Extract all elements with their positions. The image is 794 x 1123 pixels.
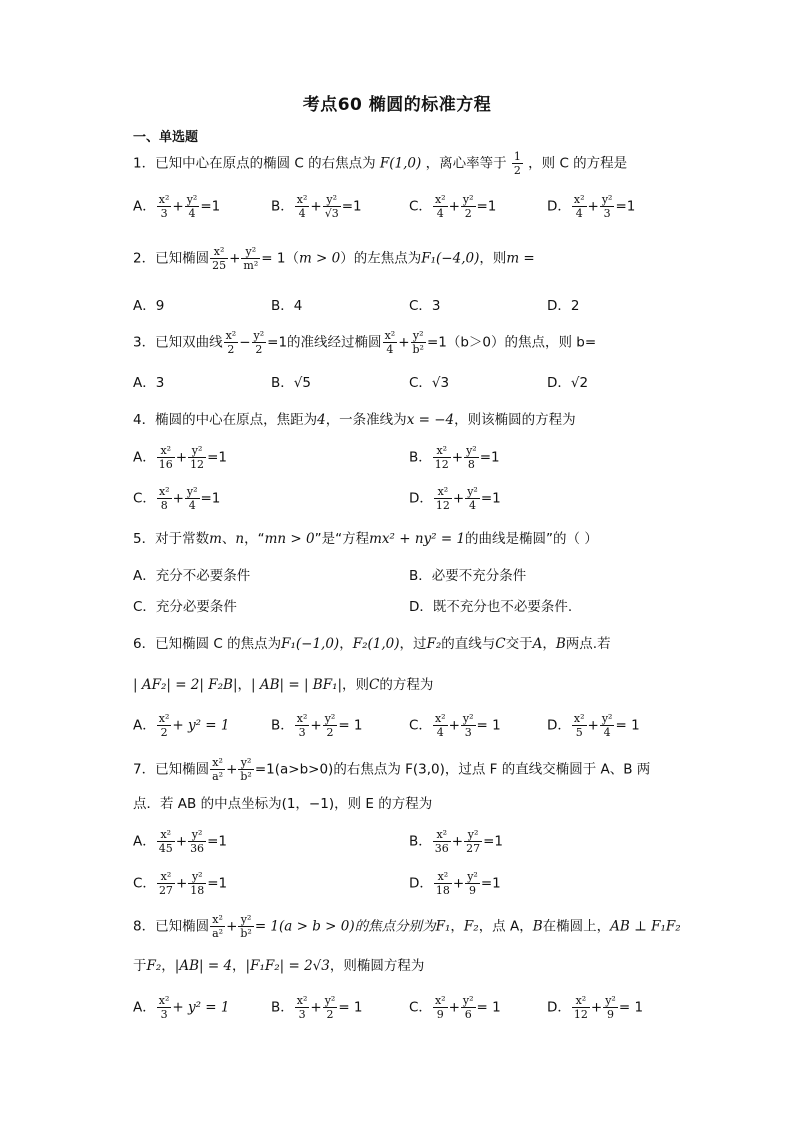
q5-condition: mn > 0 [264,531,315,547]
numerator: x² [434,870,452,884]
option-label: C． [409,198,432,215]
q6-var-b: B [555,636,566,652]
q4-option-c[interactable]: C． $\frac{\text{x²}}{8}$ + $\frac{\text{y²}}{4}$ =1 [133,485,221,512]
q3-option-c[interactable]: C．√3 [409,375,450,391]
q3-option-a[interactable]: A．3 [133,375,165,391]
numerator: x² [434,193,446,206]
q1-option-a[interactable]: A． $\frac{\text{x²}}{3}$ + $\frac{\text{y²}}{4}$ =1 [133,193,221,220]
fraction [434,870,452,897]
question-2: 2．已知椭圆 $\frac{\text{x²}}{25}$ + $\frac{\text{y²}}{\text{m²}}$ = 1（m > 0）的左焦点为F₁(−4,0)，则m = [133,245,535,272]
q5-var-m: m [209,531,222,547]
numerator: y² [601,193,613,206]
numerator: x² [433,444,451,458]
q1-text: ，则 C 的方程是 [528,155,628,172]
q6-text: 两点.若 [565,636,611,652]
rhs: =1 [341,198,362,215]
fraction [188,444,206,471]
q8-text: 8．已知椭圆 [133,918,210,935]
q2-option-b[interactable]: B．4 [271,298,303,314]
denominator: 3 [298,726,306,739]
numerator: y² [238,756,253,770]
q8-text: ， [161,958,175,974]
numerator: x² [158,712,170,725]
fraction [600,712,615,739]
rhs: =1 [200,490,221,507]
numerator: x² [296,712,308,725]
option-label: D． [547,198,571,215]
denominator: b² [240,927,252,940]
q6-var-a: A [532,636,543,652]
q8-text: 于 [133,958,147,974]
fraction [185,193,200,220]
denominator: 4 [603,726,611,739]
denominator: b² [412,343,424,356]
numerator: y² [462,193,474,206]
rhs: =1 [479,449,500,466]
denominator: 4 [188,207,196,220]
q8-ab: |AB| = 4 [174,958,233,974]
q3-text: 3．已知双曲线 [133,334,223,351]
denominator: 2 [513,164,521,177]
option-label: B． [271,198,294,215]
q6-option-a[interactable] [133,712,230,739]
fraction [185,485,200,512]
numerator: x² [158,193,170,206]
q8-option-a[interactable] [133,994,230,1021]
fraction [572,712,587,739]
q4-option-d[interactable]: D． $\frac{\text{x²}}{12}$ + $\frac{\text{y²}}{4}$ =1 [409,485,501,512]
denominator: 9 [607,1008,615,1021]
denominator: 4 [575,207,583,220]
q2-option-c[interactable]: C．3 [409,298,441,314]
fraction [295,193,310,220]
numerator: x² [296,994,308,1007]
q8-option-b[interactable]: B． $\frac{\text{x²}}{3}$ + $\frac{\text{y²}}{2}$ = 1 [271,994,363,1021]
fraction [241,245,260,272]
denominator: 27 [158,884,173,897]
numerator: 1 [513,150,521,163]
denominator: 3 [464,726,472,739]
numerator: x² [433,828,451,842]
numerator: x² [158,485,170,498]
q6-option-c[interactable]: C． $\frac{\text{x²}}{4}$ + $\frac{\text{y²}}{3}$ = 1 [409,712,501,739]
fraction [461,712,476,739]
denominator: m² [243,259,259,272]
q8-perp: AB ⊥ F₁F₂ [610,918,681,935]
fraction [188,870,206,897]
rhs: = 1 [338,999,363,1016]
q8-text: ， [450,918,464,935]
numerator: y² [323,193,341,207]
numerator: y² [186,485,198,498]
q5-text: 、 [221,531,236,547]
denominator: 4 [469,499,477,512]
q8-f2: F₂ [146,958,162,974]
denominator: 9 [436,1008,444,1021]
fraction [323,193,341,220]
numerator: x² [157,444,175,458]
q8-text: 在椭圆上， [542,918,611,935]
q5-text: ”是“方程 [314,531,370,547]
denominator: 4 [188,499,196,512]
fraction [465,870,480,897]
q6-var-c: C [369,677,380,693]
q8-option-d[interactable]: D． $\frac{\text{x²}}{12}$ + $\frac{\text{y²}}{9}$ = 1 [547,994,644,1021]
numerator: x² [434,994,446,1007]
fraction [210,913,225,940]
q2-option-a[interactable]: A．9 [133,298,165,314]
denominator: a² [212,770,224,783]
fraction [434,485,452,512]
option-label: D． [409,490,433,507]
rhs: =1 [483,833,503,850]
denominator: 4 [386,343,394,356]
q4-option-a[interactable]: A． $\frac{\text{x²}}{16}$ + $\frac{\text{y²}}{12}$ =1 [133,444,227,471]
denominator: 2 [227,343,235,356]
numerator: y² [462,994,474,1007]
q7-option-d[interactable]: D． $\frac{\text{x²}}{18}$ + $\frac{\text{y²}}{9}$ =1 [409,870,501,897]
q6-f1: F₁(−1,0) [281,636,340,652]
fraction [433,444,451,471]
option-label: A． [133,833,156,850]
rhs: = 1 [338,717,363,734]
q2-text: = 1（ [261,250,299,267]
fraction [433,712,448,739]
numerator: y² [188,828,206,842]
q2-option-d[interactable]: D．2 [547,298,580,314]
denominator: 6 [464,1008,472,1021]
fraction [433,994,448,1021]
option-label: A． [133,198,156,215]
denominator: 18 [435,884,450,897]
q5-option-a[interactable]: A．充分不必要条件 [133,568,251,584]
option-label: D． [547,999,571,1016]
fraction [210,756,225,783]
denominator: 5 [575,726,583,739]
q6-text: ， [339,636,353,652]
q8-f2: F₂ [463,918,479,935]
option-label: D． [547,717,571,734]
q3-option-d[interactable]: D．√2 [547,375,589,391]
fraction [238,756,253,783]
rhs: = 1 [476,717,501,734]
q2-focus: F₁(−4,0) [421,250,480,267]
denominator: 2 [326,726,334,739]
rhs: =1 [480,490,501,507]
q5-option-b[interactable]: B．必要不充分条件 [409,568,527,584]
q6-text: ， [542,636,556,652]
fraction [295,994,310,1021]
question-8-line-2 [133,954,424,978]
option-label: C． [133,490,156,507]
q7-text: 7．已知椭圆 [133,761,210,778]
denominator: 2 [160,726,168,739]
fraction [461,193,476,220]
numerator: y² [601,712,613,725]
q8-text: = 1(a > b > 0)的焦点分别为 [254,918,436,935]
denominator: 4 [436,207,444,220]
fraction [157,444,175,471]
q6-condition: | AB| = | BF₁| [251,677,343,693]
numerator: y² [324,712,336,725]
numerator: y² [188,870,206,884]
denominator: 8 [467,458,475,471]
denominator: 16 [158,458,173,471]
question-6-line-2 [133,673,433,697]
q8-var-b: B [532,918,543,935]
numerator: y² [324,994,336,1007]
fraction [411,329,426,356]
option-label: A． [133,449,156,466]
fraction [157,994,172,1021]
q6-text: 的直线与 [441,636,496,652]
q1-text: ，离心率等于 [425,155,507,172]
numerator: y² [467,870,478,883]
q2-text: ，则 [479,250,507,267]
fraction [383,329,398,356]
q5-text: 5．对于常数 [133,531,210,547]
denominator: 3 [603,207,611,220]
option-label: C． [409,717,432,734]
q4-text: 4．椭圆的中心在原点，焦距为 [133,412,318,428]
numerator: x² [157,870,175,884]
denominator: 8 [160,499,168,512]
numerator: x² [296,193,308,206]
fraction [157,712,172,739]
q6-f2: F₂(1,0) [352,636,400,652]
denominator: 25 [212,259,227,272]
numerator: x² [573,712,585,725]
rhs: =1 [615,198,636,215]
option-label: C． [133,875,156,892]
q2-text: ）的左焦点为 [340,250,422,267]
denominator: 12 [435,499,450,512]
denominator: 12 [190,458,205,471]
denominator: 36 [434,842,449,855]
q6-text: ，则 [342,677,370,693]
q4-focal: 4 [317,412,326,428]
denominator: b² [240,770,252,783]
fraction [295,712,310,739]
q6-text: 交于 [505,636,533,652]
fraction [572,994,590,1021]
question-4 [133,408,576,432]
option-label: B． [271,999,294,1016]
numerator: x² [210,756,225,770]
question-8-line-1: 8．已知椭圆 $\frac{\text{x²}}{\text{a²}}$ + $\frac{\text{y²}}{\text{b²}}$ = 1(a > b > 0)的焦点分别为F₁，F₂，点 A，B在椭圆上，AB ⊥ F₁F₂ [133,913,681,940]
numerator: y² [238,913,253,927]
q5-text: ，“ [244,531,265,547]
rhs: = 1 [476,999,501,1016]
numerator: y² [462,712,474,725]
q3-option-b[interactable]: B．√5 [271,375,311,391]
option-label: C． [409,999,432,1016]
fraction [323,712,338,739]
option-label: A． [133,717,156,734]
denominator: a² [212,927,224,940]
rhs: =1 [200,198,221,215]
q4-directrix: x = −4 [406,412,455,428]
numerator: x² [158,994,170,1007]
q6-var-c: C [495,636,506,652]
fraction [433,828,451,855]
fraction [323,994,338,1021]
q5-text: 的曲线是椭圆”的（ ） [465,531,598,547]
q3-text: =1（b＞0）的焦点，则 b= [426,334,597,351]
denominator: 36 [190,842,205,855]
fraction [157,828,175,855]
option-label: B． [409,833,432,850]
fraction [465,485,480,512]
q1-focus: F(1,0) [379,155,422,172]
q5-equation: mx² + ny² = 1 [369,531,466,547]
rhs: =1 [207,449,227,466]
q2-tail: m = [506,250,535,267]
q1-option-b[interactable]: B． $\frac{\text{x²}}{4}$ + $\frac{\text{y²}}{√3}$ =1 [271,193,362,220]
q8-option-c[interactable]: C． $\frac{\text{x²}}{9}$ + $\frac{\text{y²}}{6}$ = 1 [409,994,501,1021]
question-3: 3．已知双曲线 $\frac{\text{x²}}{2}$ − $\frac{\text{y²}}{2}$ =1的准线经过椭圆 $\frac{\text{x²}}{4}$ + $\frac{\text{y²}}{\text{b²}}$ =1（b＞0）的焦点，则 b= [133,329,597,356]
q4-option-b[interactable]: B． $\frac{\text{x²}}{12}$ + $\frac{\text{y²}}{8}$ =1 [409,444,500,471]
q8-text: ， [232,958,246,974]
q2-condition: m > 0 [298,250,341,267]
numerator: x² [210,913,225,927]
rhs: + y² = 1 [172,999,230,1016]
fraction [157,870,175,897]
fraction [210,245,228,272]
denominator: 2 [464,207,472,220]
fraction [188,828,206,855]
numerator: y² [467,485,478,498]
rhs: =1 [207,833,227,850]
fraction [157,193,172,220]
denominator: 3 [160,1008,168,1021]
q7-option-c[interactable]: C． $\frac{\text{x²}}{27}$ + $\frac{\text{y²}}{18}$ =1 [133,870,228,897]
q6-option-b[interactable]: B． $\frac{\text{x²}}{3}$ + $\frac{\text{y²}}{2}$ = 1 [271,712,363,739]
numerator: y² [466,444,477,457]
q6-f2: F₂ [426,636,442,652]
page-title: 考点60 椭圆的标准方程 [302,95,492,115]
numerator: x² [573,193,585,206]
rhs: =1 [480,875,501,892]
q4-text: ，一条准线为 [325,412,407,428]
denominator: 27 [466,842,481,855]
denominator: 12 [573,1008,588,1021]
numerator: x² [157,828,175,842]
q4-text: ，则该椭圆的方程为 [454,412,576,428]
numerator: x² [434,712,446,725]
q1-eccentricity [512,150,523,177]
numerator: x² [210,245,228,259]
question-7-line-1: 7．已知椭圆 $\frac{\text{x²}}{\text{a²}}$ + $\frac{\text{y²}}{\text{b²}}$ =1(a>b>0)的右焦点为 F(3,0)，过点 F 的直线交椭圆于 A、B 两 [133,756,651,783]
fraction [600,193,615,220]
denominator: 4 [436,726,444,739]
fraction [157,485,172,512]
q5-option-c[interactable]: C．充分必要条件 [133,599,237,615]
section-heading: 一、单选题 [133,130,199,145]
denominator: 9 [469,884,477,897]
q3-text: =1的准线经过椭圆 [267,334,382,351]
q8-text: ，则椭圆方程为 [329,958,425,974]
q6-text: 的方程为 [379,677,434,693]
numerator: x² [434,485,452,499]
q6-text: ， [237,677,251,693]
question-7-line-2: 点．若 AB 的中点坐标为(1，−1)，则 E 的方程为 [133,796,433,812]
q2-text: 2．已知椭圆 [133,250,210,267]
fraction [572,193,587,220]
q6-option-d[interactable]: D． $\frac{\text{x²}}{5}$ + $\frac{\text{y²}}{4}$ = 1 [547,712,640,739]
fraction [464,828,482,855]
rhs: = 1 [615,717,640,734]
numerator: y² [605,994,616,1007]
option-label: D． [409,875,433,892]
question-1 [133,150,627,177]
fraction [224,329,239,356]
question-6-line-1 [133,632,611,656]
q7-text: =1(a>b>0)的右焦点为 F(3,0)，过点 F 的直线交椭圆于 A、B 两 [254,761,651,778]
q5-option-d[interactable]: D．既不充分也不必要条件. [409,599,573,615]
q6-condition: | AF₂| = 2| F₂B| [133,677,238,693]
rhs: =1 [207,875,228,892]
numerator: y² [186,193,198,206]
q1-option-d[interactable]: D． $\frac{\text{x²}}{4}$ + $\frac{\text{y²}}{3}$ =1 [547,193,636,220]
numerator: x² [225,329,237,342]
rhs: =1 [476,198,497,215]
rhs: + y² = 1 [172,717,230,734]
q6-text: ，过 [399,636,427,652]
numerator: y² [188,444,206,458]
numerator: y² [241,245,260,259]
denominator: 3 [160,207,168,220]
q1-option-c[interactable]: C． $\frac{\text{x²}}{4}$ + $\frac{\text{y²}}{2}$ =1 [409,193,497,220]
rhs: = 1 [618,999,644,1016]
numerator: y² [411,329,426,343]
fraction [464,444,479,471]
question-5 [133,527,598,551]
option-label: A． [133,999,156,1016]
q7-option-b[interactable]: B． $\frac{\text{x²}}{36}$ + $\frac{\text{y²}}{27}$ =1 [409,828,503,855]
denominator: 4 [298,207,306,220]
denominator: 3 [298,1008,306,1021]
numerator: y² [464,828,482,842]
numerator: x² [384,329,396,342]
fraction [603,994,618,1021]
denominator: 12 [434,458,449,471]
denominator: 2 [255,343,263,356]
q5-var-n: n [235,531,245,547]
fraction [461,994,476,1021]
denominator: 18 [190,884,205,897]
q8-text: ，点 A， [478,918,533,935]
denominator: 45 [158,842,173,855]
option-label: B． [409,449,432,466]
q8-f1: F₁ [435,918,451,935]
q6-text: 6．已知椭圆 C 的焦点为 [133,636,282,652]
q7-option-a[interactable]: A． $\frac{\text{x²}}{45}$ + $\frac{\text{y²}}{36}$ =1 [133,828,227,855]
fraction [252,329,267,356]
fraction [238,913,253,940]
q8-ff: |F₁F₂| = 2√3 [245,958,330,974]
numerator: x² [572,994,590,1008]
denominator: √3 [324,207,339,220]
fraction [433,193,448,220]
numerator: y² [253,329,265,342]
q1-text: 1．已知中心在原点的椭圆 C 的右焦点为 [133,155,376,172]
option-label: B． [271,717,294,734]
denominator: 2 [326,1008,334,1021]
